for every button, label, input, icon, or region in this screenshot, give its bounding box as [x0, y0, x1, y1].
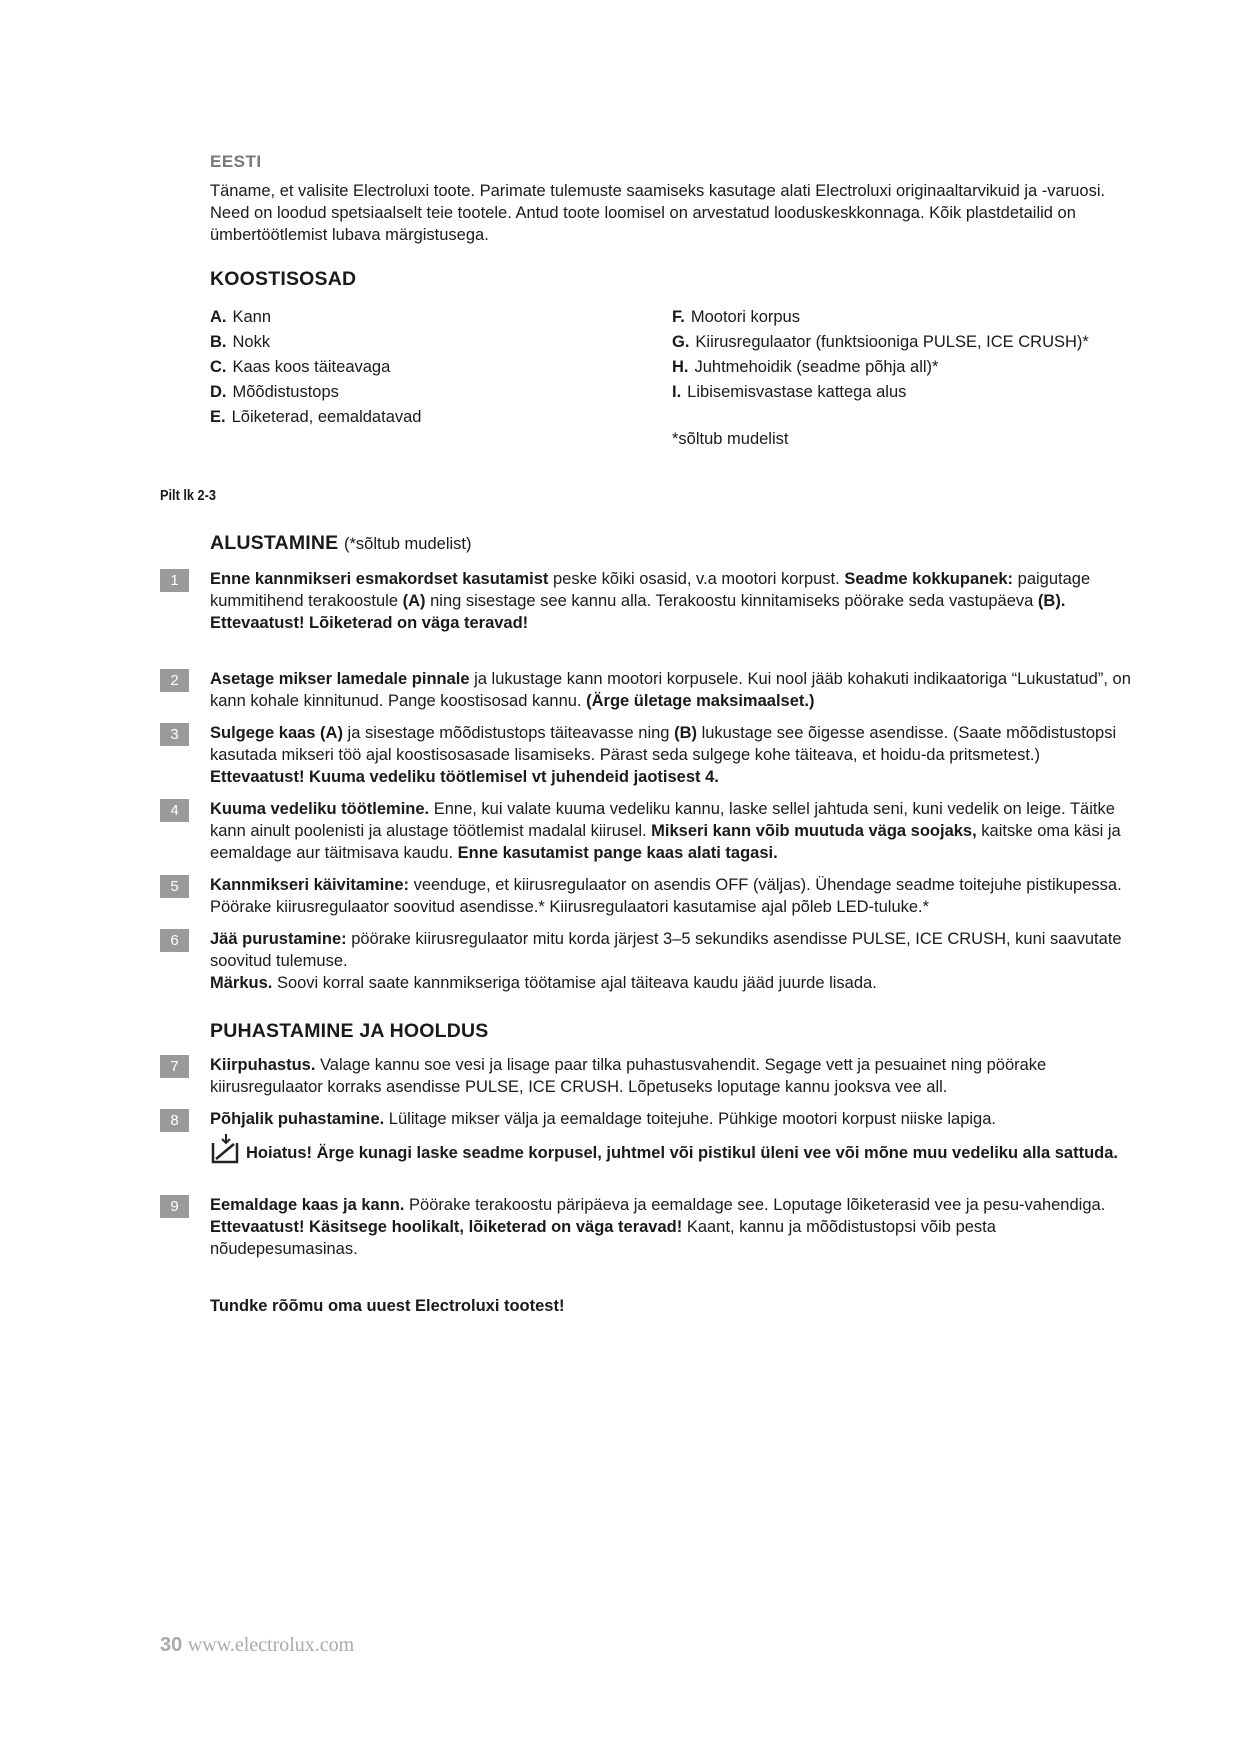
step-text: Kannmikseri käivitamine: veenduge, et kiirusregulaator on asendis OFF (väljas). Ühendage seadme toitejuhe pistikupessa. Pöörake kiirusregulaator soovitud asendisse.* Kiirusregulaatori kasutamise ajal põleb LED-tuluke.*: [210, 876, 1122, 916]
component-item: A. Kann: [210, 308, 272, 326]
step-number-badge: 1: [160, 569, 189, 592]
step-number-badge: 9: [160, 1195, 189, 1218]
component-item: I. Libisemisvastase kattega alus: [672, 383, 907, 401]
step-text: Jää purustamine: pöörake kiirusregulaator mitu korda järjest 3–5 sekundiks asendisse PULSE, ICE CRUSH, kuni saavutate soovitud tulemuse. Märkus. Soovi korral saate kannmikseriga töötamise ajal täiteava kaudu jääd juurde lisada.: [210, 930, 1122, 992]
step-number-badge: 6: [160, 929, 189, 952]
component-item: B. Nokk: [210, 333, 271, 351]
component-item: D. Mõõdistustops: [210, 383, 339, 401]
page-footer: [160, 1634, 354, 1657]
step-number-badge: 7: [160, 1055, 189, 1078]
step-number-badge: 5: [160, 875, 189, 898]
figure-reference: Pilt lk 2-3: [160, 487, 216, 504]
step-text: Kiirpuhastus. Valage kannu soe vesi ja lisage paar tilka puhastusvahendit. Segage vett ja pesuainet ning pöörake kiirusregulaator korraks asendisse PULSE, ICE CRUSH. Lõpetuseks loputage kannu jooksva vee all.: [210, 1056, 1047, 1096]
step-text: Enne kannmikseri esmakordset kasutamist peske kõiki osasid, v.a mootori korpust. Seadme kokkupanek: paigutage kummitihend terakoostule (A) ning sisestage see kannu alla. Terakoostu kinnitamiseks pöörake seda vastupäeva (B). Ettevaatust! Lõiketerad on väga teravad!: [210, 570, 1091, 632]
step-text: Sulgege kaas (A) ja sisestage mõõdistustops täiteavasse ning (B) lukustage see õigesse asendisse. (Saate mõõdistustopsi kasutada mikseri töö ajal koostisosasade lisamiseks. Pärast seda sulgege kohe täiteava, et hoidu-da pritsmetest.) Ettevaatust! Kuuma vedeliku töötlemisel vt juhendeid jaotisest 4.: [210, 724, 1117, 786]
component-item: E. Lõiketerad, eemaldatavad: [210, 408, 422, 426]
closing-line: Tundke rõõmu oma uuest Electroluxi tootest!: [210, 1297, 565, 1315]
step-warning: Ettevaatust! Lõiketerad on väga teravad!: [210, 614, 529, 632]
language-heading: EESTI: [210, 152, 262, 171]
components-list-left: [210, 305, 421, 430]
step-text: Põhjalik puhastamine. Lülitage mikser välja ja eemaldage toitejuhe. Pühkige mootori korpust niiske lapiga.: [210, 1110, 996, 1128]
cleaning-heading: PUHASTAMINE JA HOOLDUS: [210, 1020, 489, 1042]
water-warning: Hoiatus! Ärge kunagi laske seadme korpusel, juhtmel või pistikul üleni vee või mõne muu vedeliku alla sattuda.: [210, 1134, 1135, 1170]
step-number-badge: 8: [160, 1109, 189, 1132]
component-item: G. Kiirusregulaator (funktsiooniga PULSE, ICE CRUSH)*: [672, 333, 1089, 351]
component-item: H. Juhtmehoidik (seadme põhja all)*: [672, 358, 939, 376]
intro-paragraph: Täname, et valisite Electroluxi toote. Parimate tulemuste saamiseks kasutage alati Electroluxi originaaltarvikuid ja -varuosi. Need on loodud spetsiaalselt teie tootele. Antud toote loomisel on arvestatud looduskeskkonnaga. Kõik plastdetailid on ümbertöötlemist lubava märgistusega.: [210, 182, 1106, 244]
getting-started-heading: ALUSTAMINE (*sõltub mudelist): [210, 532, 472, 554]
components-heading: KOOSTISOSAD: [210, 268, 357, 290]
step-number-badge: 2: [160, 669, 189, 692]
step-number-badge: 4: [160, 799, 189, 822]
component-item: F. Mootori korpus: [672, 308, 800, 326]
no-immersion-icon: [210, 1134, 242, 1170]
website-url: www.electrolux.com: [187, 1634, 355, 1656]
page-number: 30: [160, 1634, 183, 1656]
step-number-badge: 3: [160, 723, 189, 746]
step-text: Kuuma vedeliku töötlemine. Enne, kui valate kuuma vedeliku kannu, laske sellel jahtuda seni, kuni vedelik on leige. Täitke kann ainult poolenisti ja alustage töötlemist madalal kiirusel. Mikseri kann võib muutuda väga soojaks, kaitske oma käsi ja eemaldage aur täitmisava kaudu. Enne kasutamist pange kaas alati tagasi.: [210, 800, 1121, 862]
model-note: *sõltub mudelist: [672, 430, 789, 448]
step-text: Asetage mikser lamedale pinnale ja lukustage kann mootori korpusele. Kui nool jääb kohakuti indikaatoriga “Lukustatud”, on kann kohale kinnitunud. Pange koostisosad kannu. (Ärge ületage maksimaalset.): [210, 670, 1131, 710]
components-list-right: [672, 305, 1089, 452]
component-item: C. Kaas koos täiteavaga: [210, 358, 391, 376]
step-text: Eemaldage kaas ja kann. Pöörake terakoostu päripäeva ja eemaldage see. Loputage lõiketerasid vee ja pesu-vahendiga. Ettevaatust! Käsitsege hoolikalt, lõiketerad on väga teravad! Kaant, kannu ja mõõdistustopsi võib pesta nõudepesumasinas.: [210, 1196, 1106, 1258]
